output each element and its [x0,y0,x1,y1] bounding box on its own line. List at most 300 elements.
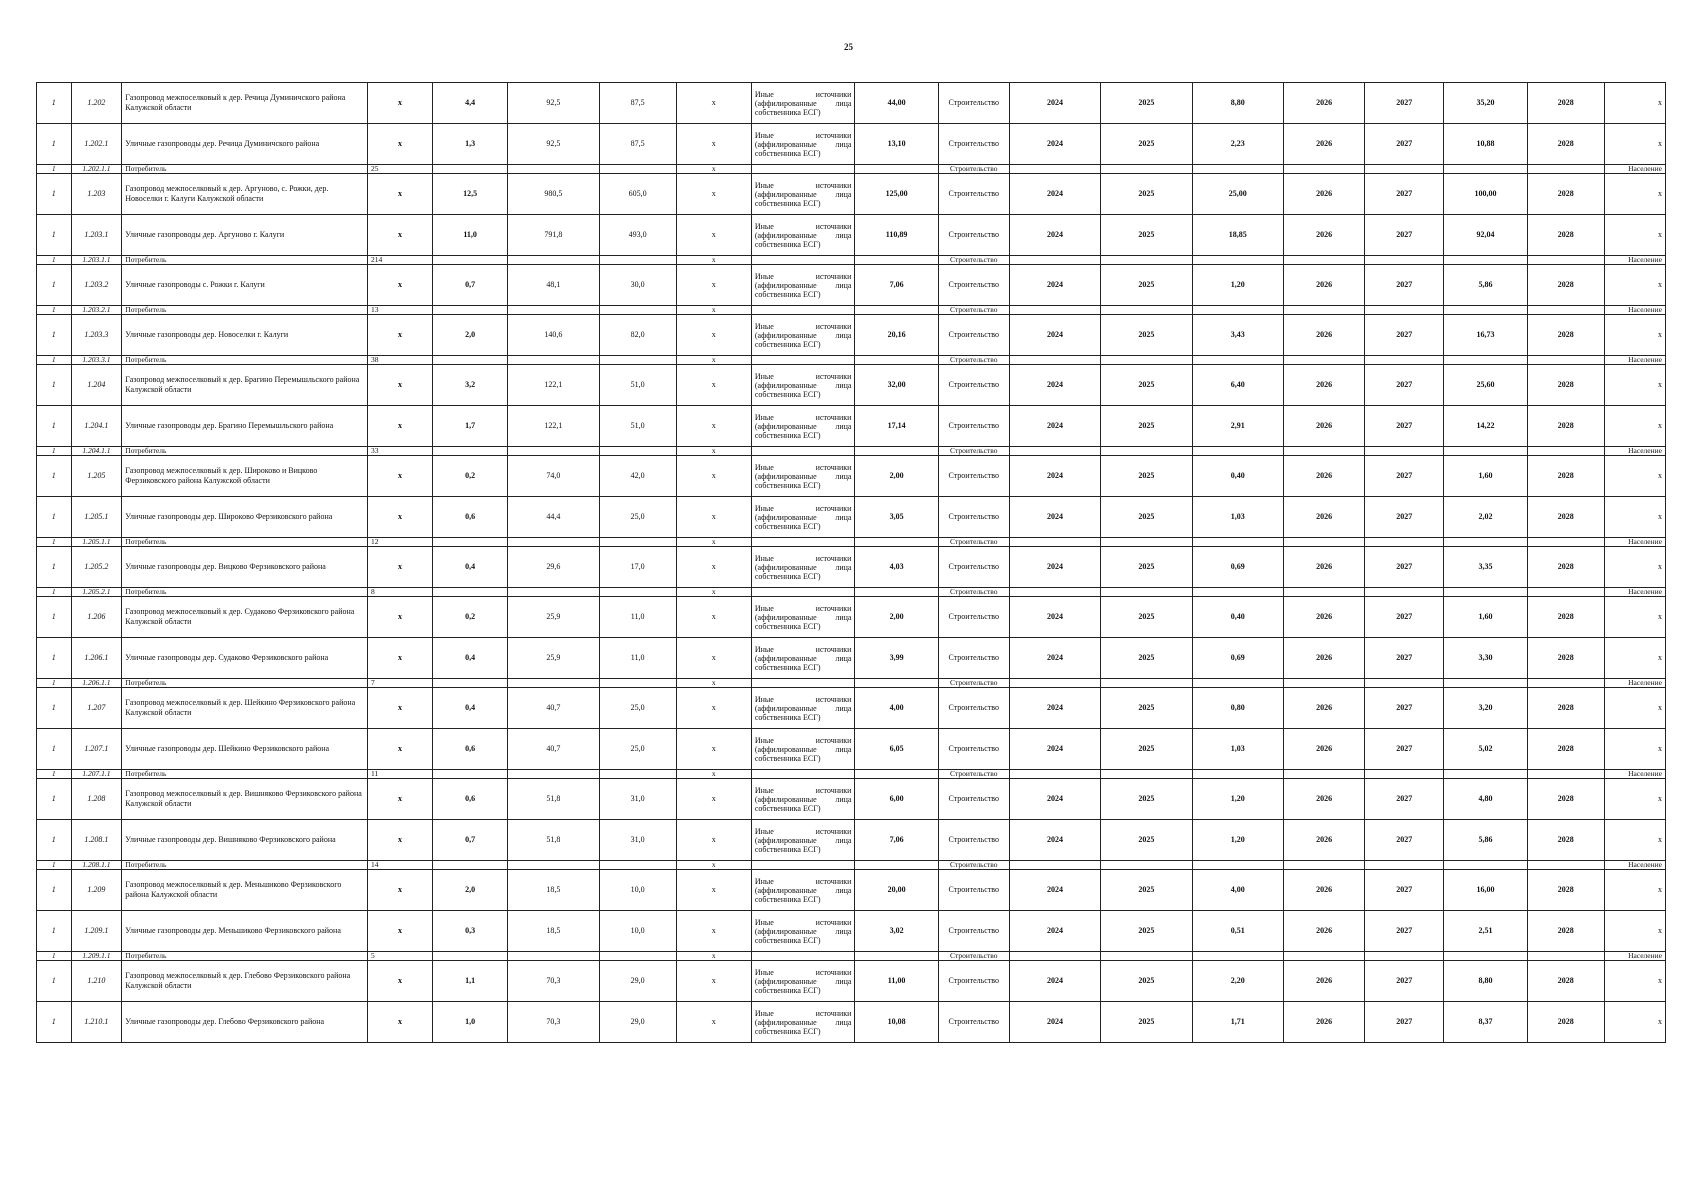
length-cell [433,770,508,779]
year4-cell [1365,538,1444,547]
value2-cell: 16,73 [1444,315,1527,356]
year5-cell: 2028 [1527,961,1604,1002]
count-cell: x [368,83,433,124]
code-cell: 1.208.1 [71,820,122,861]
year4-cell [1365,588,1444,597]
cost-cell: 3,99 [855,638,938,679]
value2-cell: 35,20 [1444,83,1527,124]
param2-cell: 25,0 [599,688,676,729]
cost-cell: 6,05 [855,729,938,770]
mark-cell: x [676,406,751,447]
work-type-cell: Строительство [938,356,1009,365]
param1-cell: 40,7 [508,729,599,770]
count-cell: x [368,729,433,770]
work-type-cell: Строительство [938,124,1009,165]
table-row [37,870,1666,911]
funding-source-cell: Иные источники (аффилированные лица собственника ЕСГ) [751,688,855,729]
cost-cell: 10,08 [855,1002,938,1043]
count-cell: 12 [368,538,433,547]
count-cell: 14 [368,861,433,870]
code-cell: 1.203.3 [71,315,122,356]
param1-cell [508,306,599,315]
funding-source-cell [751,952,855,961]
year3-cell [1283,770,1364,779]
start-year-cell [1009,679,1100,688]
param1-cell: 791,8 [508,215,599,256]
param2-cell: 87,5 [599,124,676,165]
year3-cell: 2026 [1283,83,1364,124]
length-cell: 0,4 [433,688,508,729]
param2-cell: 11,0 [599,597,676,638]
mark-cell: x [676,265,751,306]
mark-cell: x [676,770,751,779]
year4-cell: 2027 [1365,174,1444,215]
table-row [37,597,1666,638]
end-year-cell [1101,538,1192,547]
year3-cell [1283,952,1364,961]
value1-cell [1192,679,1283,688]
category-cell: x [1604,870,1665,911]
param2-cell: 87,5 [599,83,676,124]
year3-cell: 2026 [1283,215,1364,256]
end-year-cell [1101,588,1192,597]
level-cell: 1 [37,456,72,497]
year4-cell: 2027 [1365,315,1444,356]
length-cell [433,861,508,870]
param1-cell: 70,3 [508,961,599,1002]
start-year-cell: 2024 [1009,911,1100,952]
count-cell: x [368,547,433,588]
mark-cell: x [676,961,751,1002]
value1-cell: 2,20 [1192,961,1283,1002]
start-year-cell: 2024 [1009,124,1100,165]
year3-cell: 2026 [1283,406,1364,447]
param2-cell [599,770,676,779]
code-cell: 1.205 [71,456,122,497]
year3-cell: 2026 [1283,638,1364,679]
table-row [37,547,1666,588]
count-cell: x [368,406,433,447]
year5-cell: 2028 [1527,215,1604,256]
level-cell: 1 [37,911,72,952]
funding-source-cell: Иные источники (аффилированные лица собственника ЕСГ) [751,870,855,911]
work-type-cell: Строительство [938,679,1009,688]
start-year-cell: 2024 [1009,365,1100,406]
code-cell: 1.203.2 [71,265,122,306]
count-cell: x [368,1002,433,1043]
length-cell: 0,6 [433,779,508,820]
param1-cell [508,952,599,961]
level-cell: 1 [37,820,72,861]
category-cell: x [1604,456,1665,497]
cost-cell: 7,06 [855,265,938,306]
value2-cell [1444,861,1527,870]
year5-cell: 2028 [1527,597,1604,638]
cost-cell [855,306,938,315]
work-type-cell: Строительство [938,861,1009,870]
mark-cell: x [676,820,751,861]
value1-cell [1192,861,1283,870]
cost-cell: 17,14 [855,406,938,447]
value2-cell [1444,447,1527,456]
year5-cell [1527,770,1604,779]
start-year-cell: 2024 [1009,265,1100,306]
year4-cell: 2027 [1365,688,1444,729]
page-number: 25 [844,42,853,52]
value2-cell [1444,588,1527,597]
category-cell: x [1604,406,1665,447]
mark-cell: x [676,588,751,597]
level-cell: 1 [37,256,72,265]
param1-cell: 25,9 [508,638,599,679]
consumer-row [37,165,1666,174]
length-cell: 4,4 [433,83,508,124]
year5-cell: 2028 [1527,265,1604,306]
year3-cell: 2026 [1283,315,1364,356]
year5-cell: 2028 [1527,456,1604,497]
year3-cell [1283,538,1364,547]
param2-cell: 29,0 [599,1002,676,1043]
length-cell: 12,5 [433,174,508,215]
funding-source-cell: Иные источники (аффилированные лица собственника ЕСГ) [751,547,855,588]
level-cell: 1 [37,306,72,315]
name-cell: Потребитель [122,165,368,174]
year5-cell: 2028 [1527,547,1604,588]
end-year-cell [1101,447,1192,456]
year4-cell: 2027 [1365,1002,1444,1043]
level-cell: 1 [37,952,72,961]
param1-cell [508,588,599,597]
table-row [37,779,1666,820]
name-cell: Уличные газопроводы дер. Шейкино Ферзиковского района [122,729,368,770]
level-cell: 1 [37,861,72,870]
category-cell: x [1604,911,1665,952]
value2-cell [1444,256,1527,265]
level-cell: 1 [37,597,72,638]
year3-cell: 2026 [1283,961,1364,1002]
count-cell: x [368,779,433,820]
start-year-cell: 2024 [1009,315,1100,356]
table-row [37,174,1666,215]
value2-cell: 1,60 [1444,597,1527,638]
category-cell: Население [1604,356,1665,365]
name-cell: Газопровод межпоселковый к дер. Судаково Ферзиковского района Калужской области [122,597,368,638]
start-year-cell: 2024 [1009,174,1100,215]
level-cell: 1 [37,770,72,779]
param2-cell: 25,0 [599,497,676,538]
table-row [37,911,1666,952]
work-type-cell: Строительство [938,315,1009,356]
value2-cell: 8,37 [1444,1002,1527,1043]
value2-cell: 14,22 [1444,406,1527,447]
end-year-cell [1101,952,1192,961]
value1-cell: 3,43 [1192,315,1283,356]
count-cell: x [368,638,433,679]
code-cell: 1.203.2.1 [71,306,122,315]
value2-cell: 5,02 [1444,729,1527,770]
level-cell: 1 [37,588,72,597]
work-type-cell: Строительство [938,547,1009,588]
param2-cell: 25,0 [599,729,676,770]
end-year-cell [1101,679,1192,688]
end-year-cell: 2025 [1101,215,1192,256]
year5-cell: 2028 [1527,315,1604,356]
cost-cell: 20,16 [855,315,938,356]
param1-cell: 980,5 [508,174,599,215]
category-cell: x [1604,688,1665,729]
category-cell: Население [1604,770,1665,779]
table-row [37,215,1666,256]
start-year-cell: 2024 [1009,820,1100,861]
year3-cell: 2026 [1283,820,1364,861]
value2-cell [1444,165,1527,174]
param2-cell [599,952,676,961]
end-year-cell: 2025 [1101,497,1192,538]
end-year-cell: 2025 [1101,688,1192,729]
name-cell: Газопровод межпоселковый к дер. Широково и Вицково Ферзиковского района Калужской области [122,456,368,497]
param2-cell: 493,0 [599,215,676,256]
year3-cell: 2026 [1283,911,1364,952]
start-year-cell [1009,861,1100,870]
year4-cell [1365,679,1444,688]
count-cell: 38 [368,356,433,365]
consumer-row [37,952,1666,961]
level-cell: 1 [37,538,72,547]
funding-source-cell [751,306,855,315]
work-type-cell: Строительство [938,174,1009,215]
param1-cell: 122,1 [508,406,599,447]
count-cell: 11 [368,770,433,779]
year5-cell: 2028 [1527,497,1604,538]
mark-cell: x [676,456,751,497]
code-cell: 1.203.1.1 [71,256,122,265]
year4-cell [1365,447,1444,456]
level-cell: 1 [37,638,72,679]
funding-source-cell: Иные источники (аффилированные лица собственника ЕСГ) [751,911,855,952]
value1-cell: 1,71 [1192,1002,1283,1043]
length-cell: 1,1 [433,961,508,1002]
consumer-row [37,588,1666,597]
level-cell: 1 [37,447,72,456]
value2-cell: 92,04 [1444,215,1527,256]
work-type-cell: Строительство [938,456,1009,497]
level-cell: 1 [37,356,72,365]
value1-cell [1192,770,1283,779]
count-cell: x [368,265,433,306]
category-cell: x [1604,265,1665,306]
funding-source-cell: Иные источники (аффилированные лица собственника ЕСГ) [751,174,855,215]
year3-cell: 2026 [1283,365,1364,406]
code-cell: 1.205.2 [71,547,122,588]
year5-cell: 2028 [1527,688,1604,729]
code-cell: 1.209 [71,870,122,911]
name-cell: Уличные газопроводы дер. Широково Ферзиковского района [122,497,368,538]
category-cell: Население [1604,256,1665,265]
year5-cell: 2028 [1527,729,1604,770]
code-cell: 1.207.1.1 [71,770,122,779]
year4-cell: 2027 [1365,870,1444,911]
name-cell: Уличные газопроводы с. Рожки г. Калуги [122,265,368,306]
end-year-cell: 2025 [1101,124,1192,165]
end-year-cell: 2025 [1101,365,1192,406]
name-cell: Уличные газопроводы дер. Брагино Перемышльского района [122,406,368,447]
table-row [37,729,1666,770]
value1-cell [1192,952,1283,961]
cost-cell [855,538,938,547]
code-cell: 1.209.1 [71,911,122,952]
cost-cell [855,952,938,961]
cost-cell: 6,00 [855,779,938,820]
value2-cell [1444,538,1527,547]
funding-source-cell: Иные источники (аффилированные лица собственника ЕСГ) [751,265,855,306]
param2-cell: 10,0 [599,911,676,952]
code-cell: 1.204.1 [71,406,122,447]
category-cell: x [1604,497,1665,538]
year5-cell: 2028 [1527,638,1604,679]
param1-cell: 51,8 [508,779,599,820]
year4-cell [1365,861,1444,870]
start-year-cell: 2024 [1009,597,1100,638]
value1-cell [1192,306,1283,315]
param1-cell: 18,5 [508,870,599,911]
length-cell: 3,2 [433,365,508,406]
funding-source-cell: Иные источники (аффилированные лица собственника ЕСГ) [751,497,855,538]
end-year-cell: 2025 [1101,820,1192,861]
end-year-cell: 2025 [1101,315,1192,356]
param1-cell [508,447,599,456]
cost-cell: 4,03 [855,547,938,588]
param2-cell: 82,0 [599,315,676,356]
start-year-cell: 2024 [1009,1002,1100,1043]
count-cell: x [368,315,433,356]
table-row [37,961,1666,1002]
cost-cell: 3,02 [855,911,938,952]
param1-cell [508,770,599,779]
end-year-cell [1101,256,1192,265]
code-cell: 1.203.3.1 [71,356,122,365]
count-cell: x [368,961,433,1002]
param2-cell: 42,0 [599,456,676,497]
param1-cell: 51,8 [508,820,599,861]
param2-cell [599,306,676,315]
level-cell: 1 [37,406,72,447]
end-year-cell: 2025 [1101,83,1192,124]
name-cell: Потребитель [122,356,368,365]
cost-cell: 125,00 [855,174,938,215]
category-cell: x [1604,547,1665,588]
param2-cell [599,538,676,547]
year4-cell: 2027 [1365,497,1444,538]
category-cell: Население [1604,165,1665,174]
table-row [37,456,1666,497]
mark-cell: x [676,597,751,638]
start-year-cell: 2024 [1009,870,1100,911]
length-cell: 0,6 [433,497,508,538]
param1-cell: 25,9 [508,597,599,638]
year3-cell: 2026 [1283,729,1364,770]
param2-cell: 30,0 [599,265,676,306]
end-year-cell: 2025 [1101,406,1192,447]
value1-cell: 0,69 [1192,547,1283,588]
length-cell [433,447,508,456]
work-type-cell: Строительство [938,820,1009,861]
category-cell: Население [1604,861,1665,870]
param2-cell: 10,0 [599,870,676,911]
value1-cell: 1,20 [1192,820,1283,861]
mark-cell: x [676,215,751,256]
year5-cell: 2028 [1527,1002,1604,1043]
end-year-cell: 2025 [1101,638,1192,679]
param1-cell: 122,1 [508,365,599,406]
mark-cell: x [676,952,751,961]
start-year-cell [1009,770,1100,779]
table-row [37,638,1666,679]
table-row [37,1002,1666,1043]
count-cell: 8 [368,588,433,597]
name-cell: Газопровод межпоселковый к дер. Меньшиково Ферзиковского района Калужской области [122,870,368,911]
funding-source-cell [751,538,855,547]
work-type-cell: Строительство [938,729,1009,770]
year4-cell: 2027 [1365,597,1444,638]
work-type-cell: Строительство [938,952,1009,961]
name-cell: Газопровод межпоселковый к дер. Брагино Перемышльского района Калужской области [122,365,368,406]
year3-cell [1283,588,1364,597]
work-type-cell: Строительство [938,911,1009,952]
year5-cell: 2028 [1527,820,1604,861]
mark-cell: x [676,256,751,265]
start-year-cell [1009,256,1100,265]
funding-source-cell: Иные источники (аффилированные лица собственника ЕСГ) [751,638,855,679]
start-year-cell [1009,447,1100,456]
level-cell: 1 [37,174,72,215]
param1-cell: 92,5 [508,83,599,124]
year4-cell [1365,165,1444,174]
year4-cell: 2027 [1365,779,1444,820]
name-cell: Потребитель [122,679,368,688]
name-cell: Потребитель [122,770,368,779]
name-cell: Потребитель [122,306,368,315]
start-year-cell: 2024 [1009,406,1100,447]
level-cell: 1 [37,265,72,306]
category-cell: x [1604,365,1665,406]
year5-cell [1527,588,1604,597]
end-year-cell: 2025 [1101,779,1192,820]
category-cell: Население [1604,588,1665,597]
param2-cell [599,447,676,456]
value1-cell: 1,20 [1192,265,1283,306]
name-cell: Потребитель [122,538,368,547]
year5-cell: 2028 [1527,870,1604,911]
value2-cell: 1,60 [1444,456,1527,497]
length-cell: 0,7 [433,265,508,306]
cost-cell: 13,10 [855,124,938,165]
mark-cell: x [676,447,751,456]
work-type-cell: Строительство [938,770,1009,779]
level-cell: 1 [37,165,72,174]
name-cell: Уличные газопроводы дер. Судаково Ферзиковского района [122,638,368,679]
work-type-cell: Строительство [938,538,1009,547]
length-cell: 0,4 [433,547,508,588]
category-cell: x [1604,638,1665,679]
year3-cell [1283,447,1364,456]
year5-cell: 2028 [1527,911,1604,952]
category-cell: x [1604,961,1665,1002]
end-year-cell: 2025 [1101,870,1192,911]
value1-cell: 2,23 [1192,124,1283,165]
funding-source-cell [751,256,855,265]
start-year-cell: 2024 [1009,779,1100,820]
count-cell: x [368,820,433,861]
